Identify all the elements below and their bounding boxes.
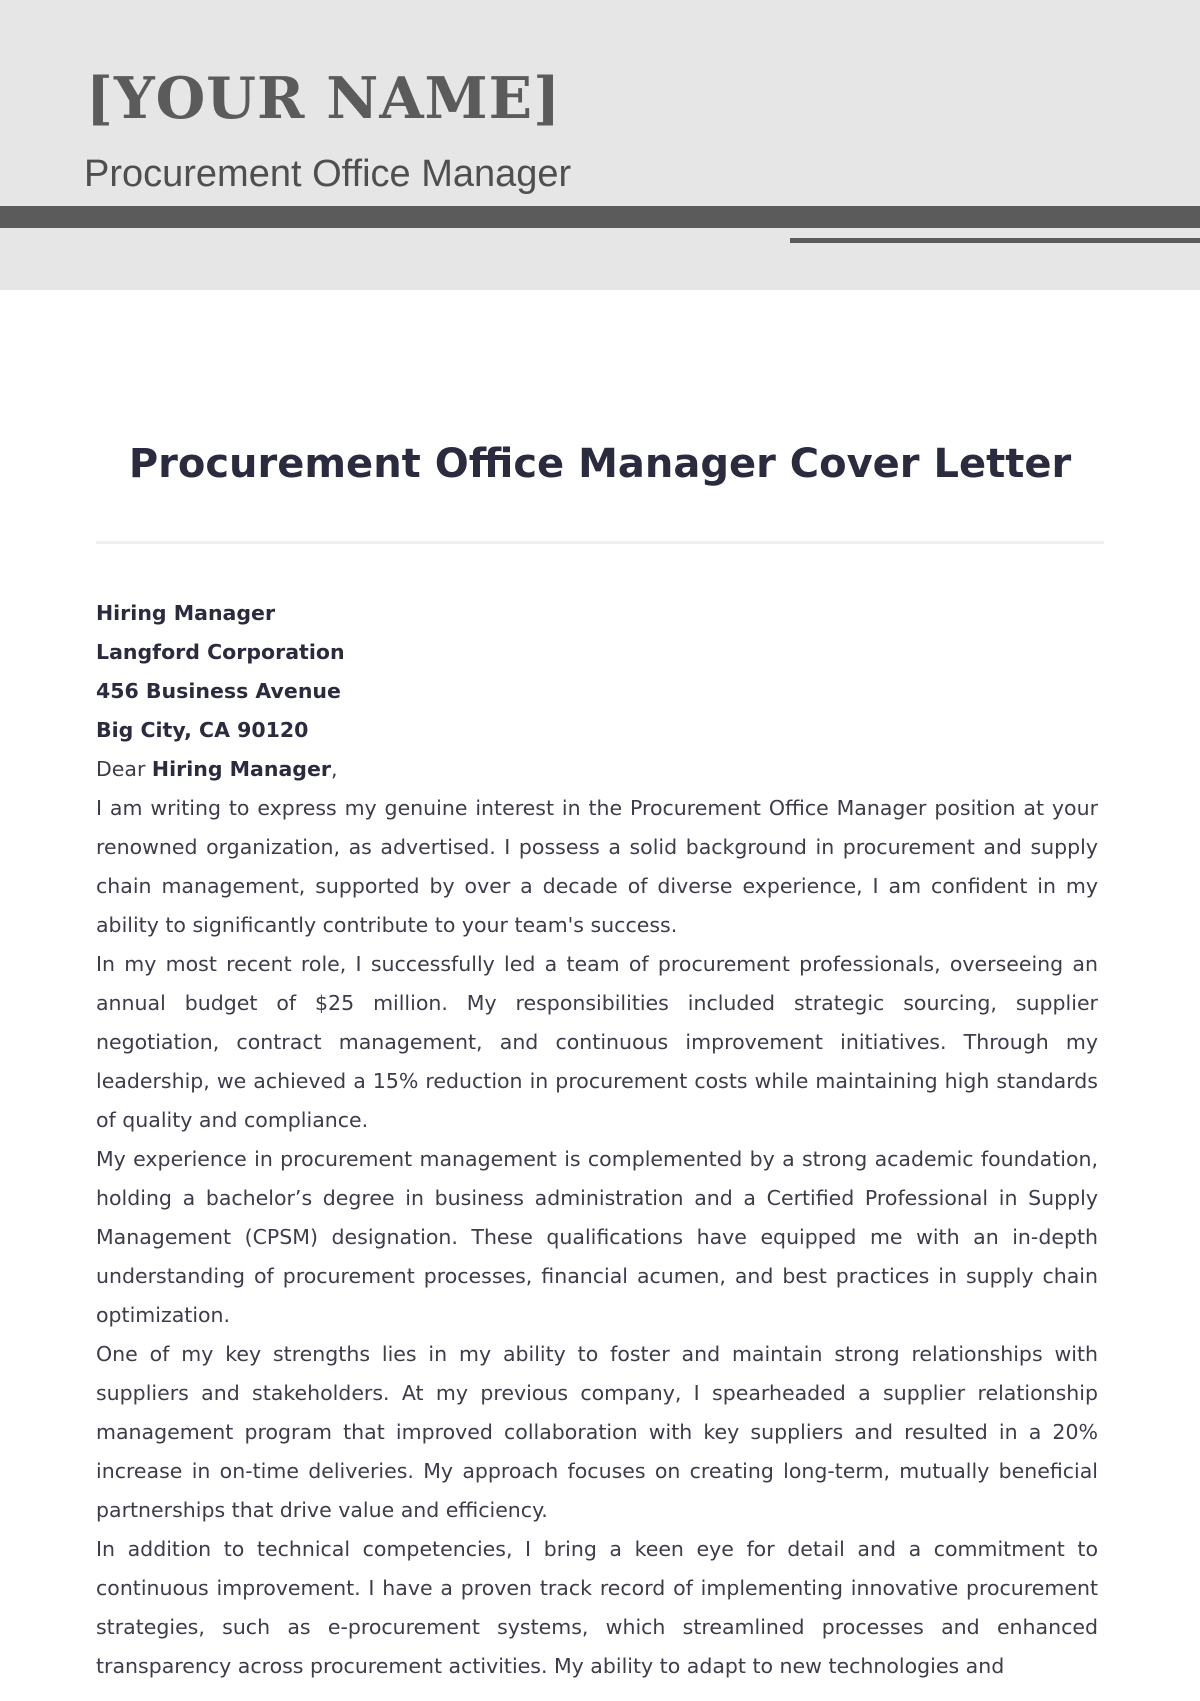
salutation-name: Hiring Manager (151, 757, 331, 781)
recipient-title: Hiring Manager (96, 601, 276, 625)
applicant-role: Procurement Office Manager (84, 153, 572, 195)
header-accent-line (790, 238, 1200, 243)
paragraph-relationships: One of my key strengths lies in my ability to foster and maintain strong relationships with suppliers and stakeholders. At my previous company, I spearheaded a supplier relationship management program that improved collaboration with key suppliers and resulted in a 20% increase in on-time deliveries. My approach focuses on creating long-term, mutually beneficial partnerships that drive value and efficiency. (96, 1342, 1098, 1522)
paragraph-recent-role: In my most recent role, I successfully led a team of procurement professionals, overseeing an annual budget of $25 million. My responsibilities included strategic sourcing, supplier negotiation, contract management, and continuous improvement initiatives. Through my leadership, we achieved a 15% reduction in procurement costs while maintaining high standards of quality and compliance. (96, 952, 1098, 1132)
paragraph-education: My experience in procurement management is complemented by a strong academic foundation, holding a bachelor’s degree in business administration and a Certified Professional in Supply Management (CPSM) designation. These qualifications have equipped me with an in-depth understanding of procurement processes, financial acumen, and best practices in supply chain optimization. (96, 1147, 1098, 1327)
recipient-address (96, 594, 1098, 750)
document-title: Procurement Office Manager Cover Letter (128, 441, 1072, 487)
letterhead (0, 0, 1200, 290)
recipient-street: 456 Business Avenue (96, 679, 341, 703)
letter-body (96, 594, 1098, 1686)
salutation-greeting: Dear (96, 757, 152, 781)
applicant-name: [YOUR NAME] (86, 65, 562, 132)
paragraph-improvement: In addition to technical competencies, I bring a keen eye for detail and a commitment to continuous improvement. I have a proven track record of implementing innovative procurement strategies, such as e-procurement systems, which streamlined processes and enhanced transparency across procurement activities. My ability to adapt to new technologies and (96, 1537, 1098, 1678)
header-accent-bar (0, 206, 1200, 228)
title-divider (96, 541, 1104, 544)
recipient-city: Big City, CA 90120 (96, 718, 309, 742)
salutation-punct: , (330, 757, 338, 781)
salutation (96, 750, 1098, 789)
paragraph-intro: I am writing to express my genuine interest in the Procurement Office Manager position at your renowned organization, as advertised. I possess a solid background in procurement and supply chain management, supported by over a decade of diverse experience, I am confident in my ability to significantly contribute to your team's success. (96, 796, 1098, 937)
recipient-company: Langford Corporation (96, 640, 345, 664)
